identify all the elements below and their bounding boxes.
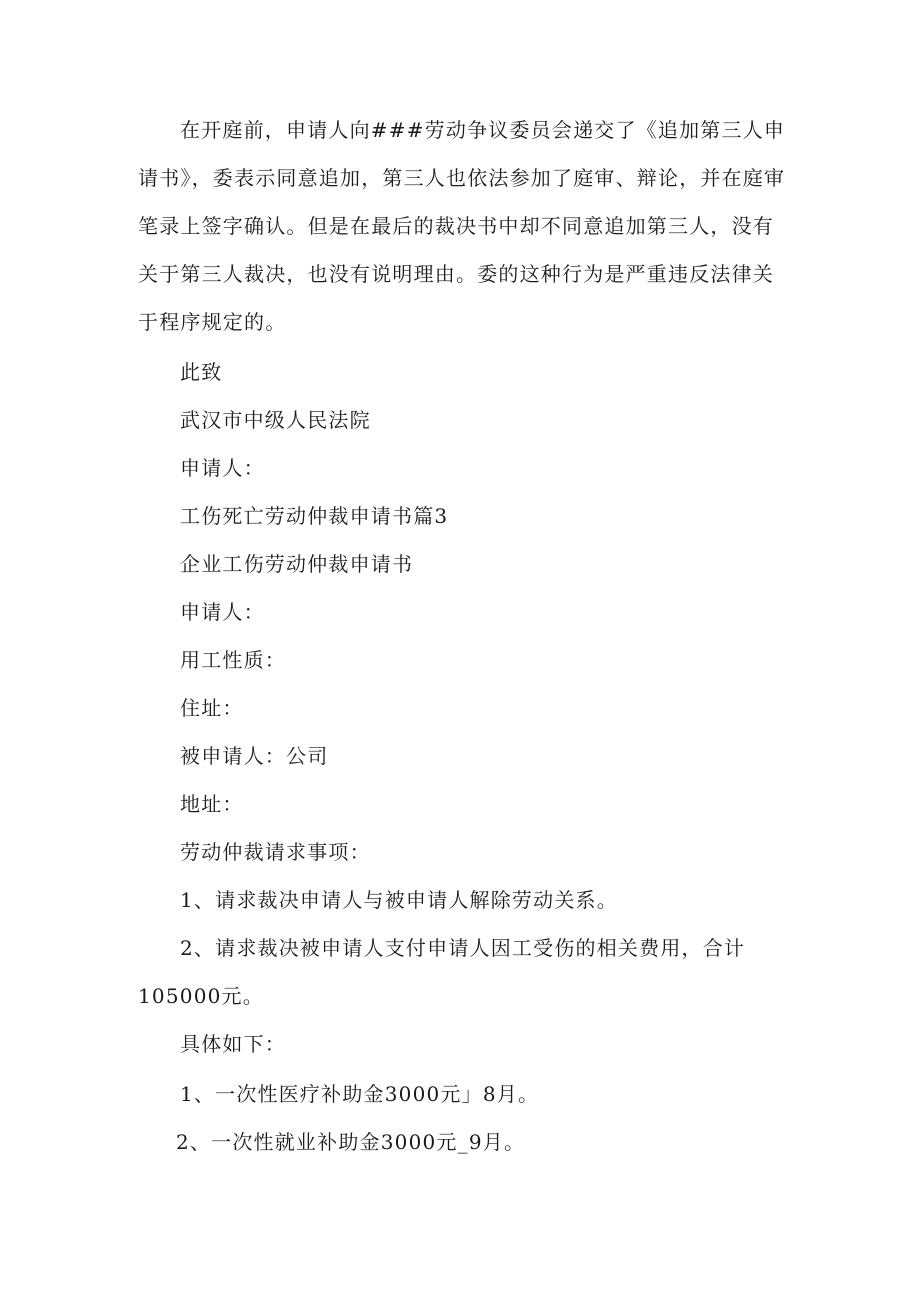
applicant-address-label: 住址： bbox=[180, 696, 244, 720]
section-title: 工伤死亡劳动仲裁申请书篇3 bbox=[180, 504, 449, 528]
detail-item-2: 2、一次性就业补助金3000元_9月。 bbox=[176, 1130, 526, 1154]
applicant-field-label: 申请人： bbox=[180, 600, 265, 624]
form-title: 企业工伤劳动仲裁申请书 bbox=[180, 552, 414, 576]
applicant-label: 申请人： bbox=[180, 456, 265, 480]
request-item-2: 2、请求裁决被申请人支付申请人因工受伤的相关费用，合计105000元。 bbox=[138, 936, 746, 1008]
requests-heading: 劳动仲裁请求事项： bbox=[180, 840, 371, 864]
employment-nature-label: 用工性质： bbox=[180, 648, 286, 672]
detail-item-1: 1、一次性医疗补助金3000元」8月。 bbox=[180, 1082, 540, 1106]
court-name: 武汉市中级人民法院 bbox=[180, 408, 371, 432]
respondent-address-label: 地址： bbox=[180, 792, 244, 816]
opening-paragraph: 在开庭前，申请人向###劳动争议委员会递交了《追加第三人申请书》，委表示同意追加，第三人也依法参加了庭审、辩论，并在庭审笔录上签字确认。但是在最后的裁决书中却不同意追加第三人，没有关于第三人裁决，也没有说明理由。委的这种行为是严重违反法律关于程序规定的。 bbox=[138, 118, 786, 334]
details-heading: 具体如下： bbox=[180, 1032, 286, 1056]
request-item-1: 1、请求裁决申请人与被申请人解除劳动关系。 bbox=[180, 888, 618, 912]
salutation: 此致 bbox=[180, 360, 223, 384]
respondent-label: 被申请人：公司 bbox=[180, 744, 329, 768]
